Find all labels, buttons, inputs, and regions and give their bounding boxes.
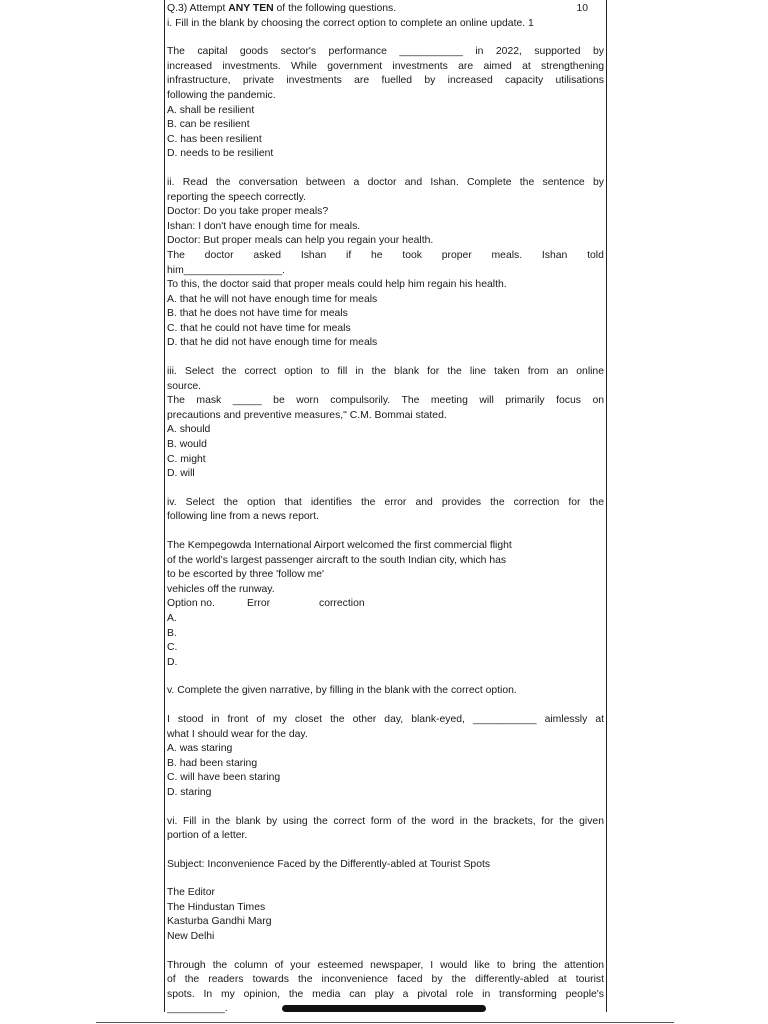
q2-after-text: To this, the doctor said that proper meals could help him regain his health.: [167, 279, 507, 291]
letter-body: Through the column of your esteemed newspaper, I would like to bring the attention of the readers towards the inconvenience faced by the differently-abled at tourist spots. In my opinion, the media can play a pivotal role in transforming people's __________.: [167, 959, 604, 1015]
option: C.: [167, 642, 178, 654]
q5-options: [167, 742, 604, 800]
option: C. that he could not have time for meals: [167, 322, 351, 334]
q5-prompt: v. Complete the given narrative, by filling in the blank with the correct option.: [167, 685, 517, 697]
option: D. needs to be resilient: [167, 148, 274, 160]
q4-prompt: iv. Select the option that identifies the error and provides the correction for the following line from a news report.: [167, 496, 604, 523]
header-marks: 10: [576, 3, 588, 14]
option: C. might: [167, 453, 206, 465]
question-content: [167, 2, 604, 1017]
q4-options: [167, 612, 604, 670]
option: D. that he did not have enough time for meals: [167, 337, 378, 349]
q5-passage: I stood in front of my closet the other day, blank-eyed, ___________ aimlessly at what I should wear for the day.: [167, 713, 604, 740]
q2-options: [167, 293, 604, 351]
option: B. had been staring: [167, 757, 258, 769]
option: A. that he will not have enough time for meals: [167, 293, 378, 305]
q6-prompt: vi. Fill in the blank by using the correct form of the word in the brackets, for the given portion of a letter.: [167, 815, 604, 842]
option: A.: [167, 612, 177, 624]
left-margin-rule: [164, 0, 165, 1012]
option: D. staring: [167, 786, 212, 798]
q3-options: [167, 423, 604, 481]
q1-passage: The capital goods sector's performance ___________ in 2022, supported by increased investments. While government investments are aimed at strengthening infrastructure, private investments are fuelled by increased capacity utilisations following the pandemic.: [167, 46, 604, 101]
option: A. was staring: [167, 743, 233, 755]
q2-report-line: The doctor asked Ishan if he took proper meals. Ishan told: [167, 249, 604, 261]
q2-report-continuation: him_________________.: [167, 264, 285, 276]
option: B. that he does not have time for meals: [167, 308, 348, 320]
q1-prompt: i. Fill in the blank by choosing the correct option to complete an online update. 1: [167, 17, 534, 29]
option: A. shall be resilient: [167, 104, 255, 116]
option: B. can be resilient: [167, 119, 250, 131]
page-bottom-rule: [96, 1022, 674, 1023]
question-header: [167, 2, 604, 17]
q4-table-header: Option no. Error correction: [167, 598, 365, 610]
option: D.: [167, 656, 178, 668]
option: B.: [167, 627, 177, 639]
home-indicator[interactable]: [282, 1005, 486, 1012]
right-margin-rule: [606, 0, 607, 1012]
q3-prompt: iii. Select the correct option to fill in the blank for the line taken from an online source.: [167, 366, 604, 392]
letter-subject: Subject: Inconvenience Faced by the Differently-abled at Tourist Spots: [167, 858, 491, 870]
q3-passage: The mask _____ be worn compulsorily. The meeting will primarily focus on precautions and preventive measures," C.M. Bommai stated.: [167, 395, 604, 421]
option: C. has been resilient: [167, 133, 262, 145]
option: C. will have been staring: [167, 772, 281, 784]
option: B. would: [167, 439, 207, 451]
q2-prompt: ii. Read the conversation between a doctor and Ishan. Complete the sentence by reporting the speech correctly.: [167, 176, 604, 203]
letter-address: The Editor The Hindustan Times Kasturba Gandhi Marg New Delhi: [167, 887, 272, 943]
q2-dialogue: Doctor: Do you take proper meals? Ishan: I don't have enough time for meals. Doctor: But proper meals can help you regain your health.: [167, 206, 434, 247]
option: D. will: [167, 468, 195, 480]
q4-passage: The Kempegowda International Airport welcomed the first commercial flight of the world's largest passenger aircraft to the south Indian city, which has to be escorted by three 'follow me' vehicles off the runway.: [167, 540, 512, 595]
q1-options: [167, 104, 604, 162]
option: A. should: [167, 424, 211, 436]
header-instruction: Q.3) Attempt ANY TEN of the following questions.: [167, 3, 397, 14]
